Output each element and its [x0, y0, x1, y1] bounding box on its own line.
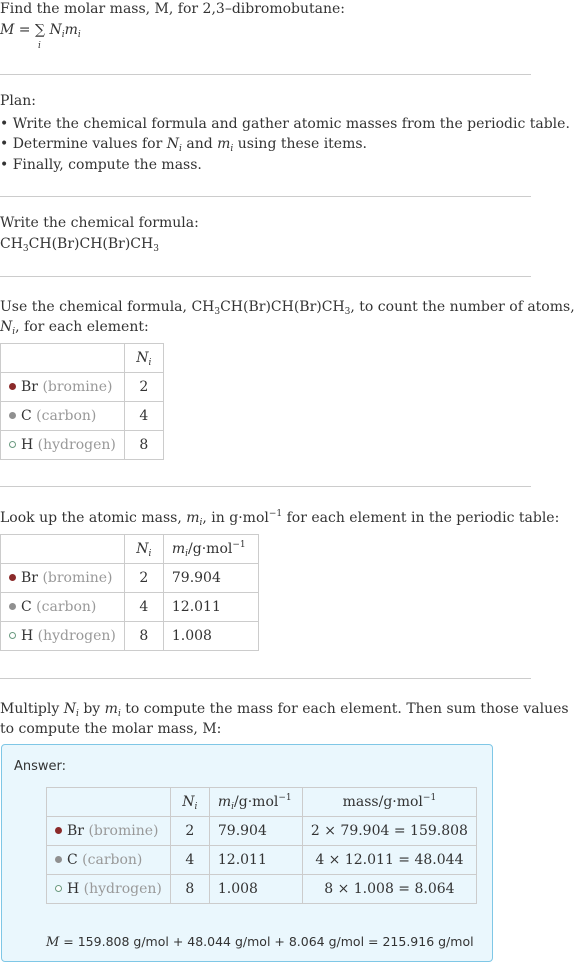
element-cell: H (hydrogen)	[47, 875, 171, 904]
m-value: 1.008	[163, 622, 258, 651]
divider	[0, 486, 531, 487]
column-header-n: $N_i$	[124, 344, 163, 373]
bromine-dot-icon	[55, 827, 62, 834]
divider	[0, 276, 531, 277]
table-row	[47, 817, 477, 846]
n-value: 2	[124, 373, 163, 402]
intro-text: Find the molar mass, M, for 2,3–dibromobutane:	[0, 1, 346, 17]
count-text-line1: Use the chemical formula, $CH_3CH(Br)CH(Br)CH_3$, to count the number of atoms,	[0, 299, 575, 317]
carbon-dot-icon	[9, 603, 16, 610]
column-header-n: $N_i$	[170, 788, 209, 817]
element-cell: H (hydrogen)	[1, 622, 125, 651]
lookup-text: Look up the atomic mass, $m_i$, in g·mol$^{-1}$ for each element in the periodic table:	[0, 509, 560, 528]
element-cell: C (carbon)	[1, 402, 125, 431]
answer-box	[1, 744, 493, 962]
m-value: 1.008	[209, 875, 302, 904]
n-value: 4	[124, 402, 163, 431]
m-value: 79.904	[163, 564, 258, 593]
n-value: 2	[170, 817, 209, 846]
m-value: 12.011	[163, 593, 258, 622]
table-row	[1, 402, 164, 431]
table-row	[1, 564, 259, 593]
multiply-text-line2: to compute the molar mass, M:	[0, 721, 222, 737]
n-value: 8	[124, 622, 163, 651]
divider	[0, 196, 531, 197]
formula-heading: Write the chemical formula:	[0, 215, 199, 231]
n-value: 8	[124, 431, 163, 460]
element-cell: Br (bromine)	[47, 817, 171, 846]
column-header-n: $N_i$	[124, 535, 163, 564]
table-row	[47, 846, 477, 875]
hydrogen-dot-icon	[9, 632, 16, 639]
atom-count-table	[0, 343, 164, 460]
table-row	[47, 875, 477, 904]
table-header-row	[1, 344, 164, 373]
column-header-mass: mass/g·mol$^{-1}$	[302, 788, 476, 817]
element-cell: Br (bromine)	[1, 373, 125, 402]
final-result: M = 159.808 g/mol + 48.044 g/mol + 8.064 g/mol = 215.916 g/mol	[46, 934, 474, 950]
n-value: 4	[124, 593, 163, 622]
table-row	[1, 622, 259, 651]
plan-bullet-3: • Finally, compute the mass.	[0, 157, 202, 173]
carbon-dot-icon	[9, 412, 16, 419]
table-row	[1, 431, 164, 460]
element-cell: C (carbon)	[47, 846, 171, 875]
element-cell: Br (bromine)	[1, 564, 125, 593]
atomic-mass-table	[0, 534, 259, 651]
plan-bullet-2: • Determine values for $N_i$ and $m_i$ using these items.	[0, 136, 368, 154]
table-row	[1, 373, 164, 402]
mass-value: 2 × 79.904 = 159.808	[302, 817, 476, 846]
column-header-m: $m_i/g\cdot mol^{-1}$	[209, 788, 302, 817]
n-value: 8	[170, 875, 209, 904]
count-text-line2: $N_i$, for each element:	[0, 319, 149, 337]
carbon-dot-icon	[55, 856, 62, 863]
mass-value: 4 × 12.011 = 48.044	[302, 846, 476, 875]
mass-table	[46, 787, 477, 904]
divider	[0, 74, 531, 75]
answer-label: Answer:	[14, 759, 67, 774]
m-value: 12.011	[209, 846, 302, 875]
mass-value: 8 × 1.008 = 8.064	[302, 875, 476, 904]
table-header-row	[1, 535, 259, 564]
chemical-formula: $CH_3CH(Br)CH(Br)CH_3$	[0, 236, 159, 254]
bromine-dot-icon	[9, 574, 16, 581]
element-cell: H (hydrogen)	[1, 431, 125, 460]
element-cell: C (carbon)	[1, 593, 125, 622]
multiply-text-line1: Multiply $N_i$ by $m_i$ to compute the mass for each element. Then sum those values	[0, 701, 569, 719]
hydrogen-dot-icon	[9, 441, 16, 448]
n-value: 4	[170, 846, 209, 875]
divider	[0, 678, 531, 679]
hydrogen-dot-icon	[55, 885, 62, 892]
plan-heading: Plan:	[0, 93, 36, 109]
sum-index: i	[38, 41, 41, 51]
table-row	[1, 593, 259, 622]
plan-bullet-1: • Write the chemical formula and gather atomic masses from the periodic table.	[0, 116, 570, 132]
m-value: 79.904	[209, 817, 302, 846]
molar-mass-formula: M = ∑ $N_im_i$	[0, 22, 81, 40]
bromine-dot-icon	[9, 383, 16, 390]
column-header-m: $m_i/g\cdot mol^{-1}$	[163, 535, 258, 564]
n-value: 2	[124, 564, 163, 593]
table-header-row	[47, 788, 477, 817]
